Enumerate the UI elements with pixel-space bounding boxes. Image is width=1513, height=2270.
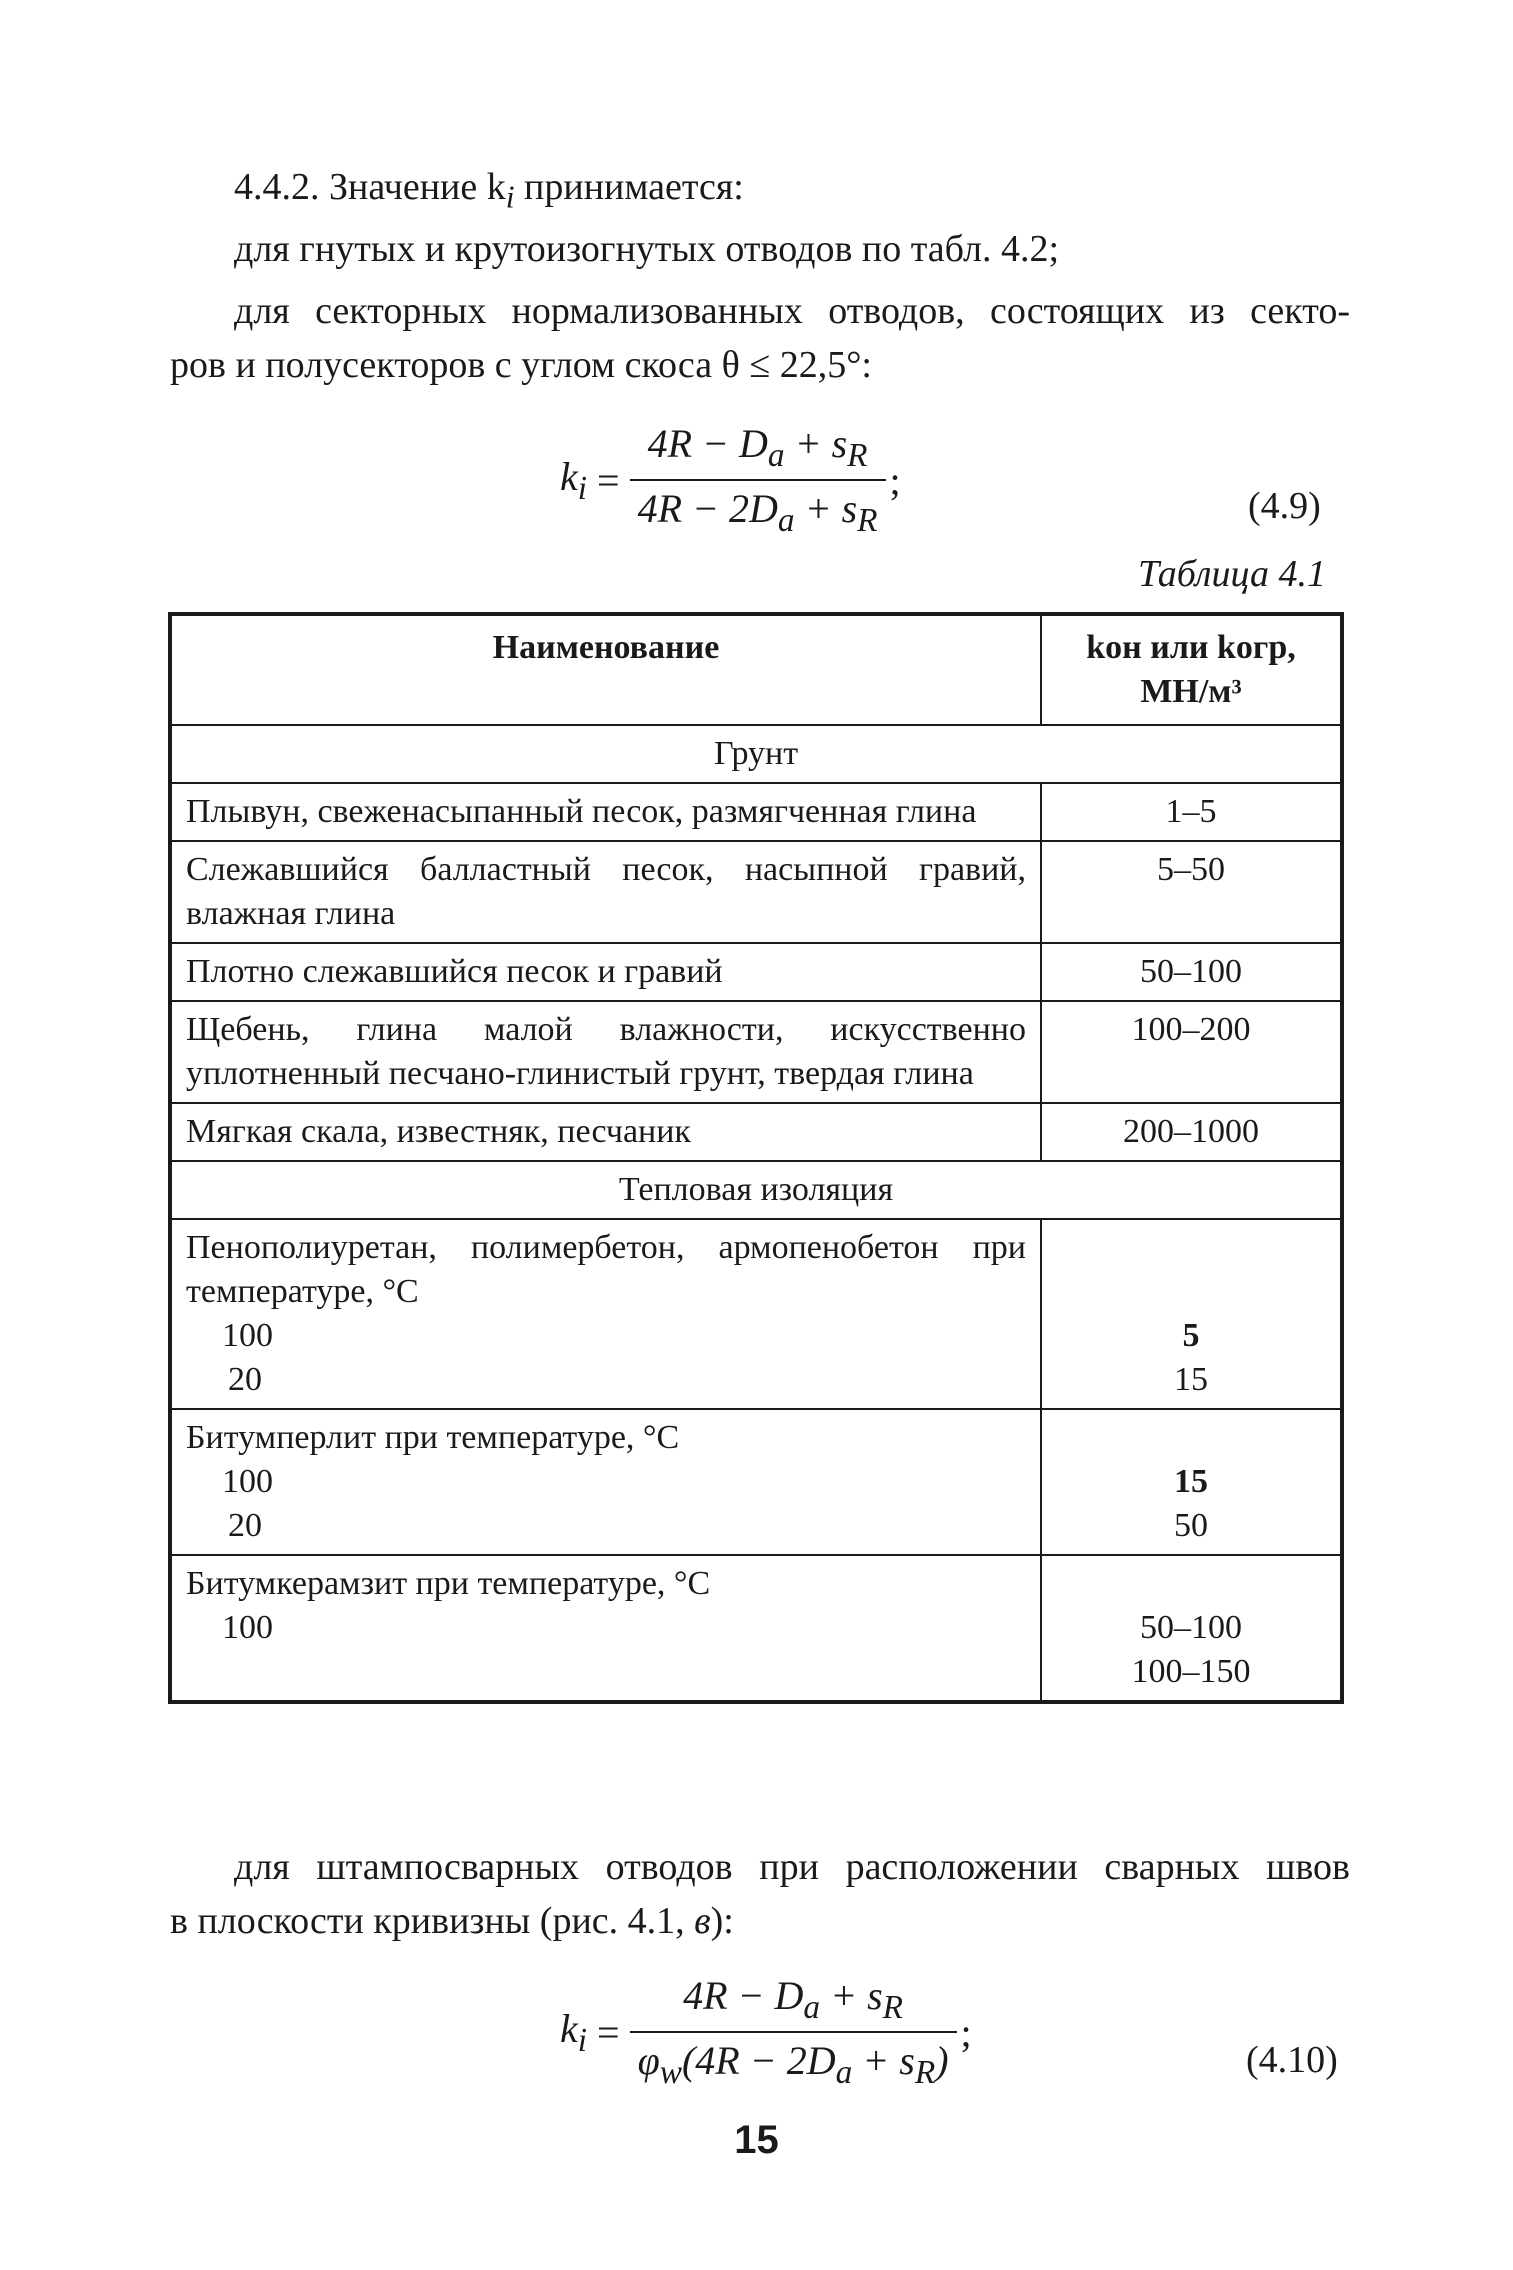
fraction-denominator: $\varphi_w(4R - 2D_a + s_R)$ [630, 2031, 957, 2092]
header-value: kон или kогр, МН/м³ [1041, 614, 1342, 725]
section-insulation: Тепловая изоляция [170, 1161, 1342, 1219]
section-heading-subscript: i [505, 179, 515, 215]
row-value: 5–50 [1041, 841, 1342, 943]
semicolon: ; [889, 457, 901, 503]
section-row-insulation [170, 1161, 1342, 1219]
fraction-numerator: $4R - D_a + s_R$ [683, 1973, 904, 2026]
header-name: Наименование [170, 614, 1041, 725]
row-value-bitkeramzit [1041, 1555, 1342, 1702]
bitperlit-value-20: 50 [1174, 1507, 1208, 1544]
section-heading-text: 4.4.2. Значение k [234, 166, 506, 208]
bitperlit-value-100: 15 [1174, 1463, 1208, 1500]
table-row [170, 783, 1342, 841]
row-value: 200–1000 [1041, 1103, 1342, 1161]
row-name: Щебень, глина малой влажности, искусственно уплотненный песчано-глинистый грунт, твердая глина [170, 1001, 1041, 1103]
formula-4-9 [560, 420, 901, 540]
ppu-temp-100: 100 [222, 1317, 273, 1354]
ppu-value-100: 5 [1182, 1317, 1200, 1354]
row-value-bitperlit [1041, 1409, 1342, 1555]
table-row [170, 1409, 1342, 1555]
formula-lhs: $k_i$ [560, 453, 588, 507]
equation-number-4-10: (4.10) [1246, 2039, 1338, 2081]
table-row [170, 1103, 1342, 1161]
row-name-ppu [170, 1219, 1041, 1409]
row-value: 100–200 [1041, 1001, 1342, 1103]
row-name-bitperlit [170, 1409, 1041, 1555]
bitkeramzit-value-1: 50–100 [1140, 1609, 1242, 1646]
row-name: Слежавшийся балластный песок, насыпной гравий, влажная глина [170, 841, 1041, 943]
semicolon: ; [960, 2009, 972, 2055]
page-number: 15 [734, 2118, 779, 2162]
fraction [630, 1972, 957, 2092]
paragraph-bent-bends: для гнутых и крутоизогнутых отводов по табл. 4.2; [234, 228, 1060, 270]
row-value: 1–5 [1041, 783, 1342, 841]
table-row [170, 943, 1342, 1001]
row-name: Плывун, свеженасыпанный песок, размягченная глина [170, 783, 1041, 841]
formula-lhs: $k_i$ [560, 2005, 588, 2059]
soil-insulation-table [168, 612, 1344, 1704]
section-heading-tail: принимается: [514, 166, 744, 208]
equals-sign: = [597, 457, 620, 503]
fraction-denominator: $4R - 2D_a + s_R$ [630, 479, 886, 540]
section-row-soil [170, 725, 1342, 783]
fraction-numerator: $4R - D_a + s_R$ [647, 421, 868, 474]
equation-number-4-9: (4.9) [1248, 485, 1321, 527]
table-row [170, 1555, 1342, 1702]
fraction [630, 420, 886, 540]
section-heading [234, 160, 744, 225]
row-value: 50–100 [1041, 943, 1342, 1001]
formula-4-10 [560, 1972, 972, 2092]
paragraph-stamp-line2: в плоскости кривизны (рис. 4.1, в): [170, 1900, 734, 1942]
paragraph-sector-bends [170, 284, 1350, 392]
bitperlit-temp-100: 100 [222, 1463, 273, 1500]
table-header-row [170, 614, 1342, 725]
bitkeramzit-name: Битумкерамзит при температуре, °С [186, 1565, 711, 1602]
section-soil: Грунт [170, 725, 1342, 783]
row-name: Плотно слежавшийся песок и гравий [170, 943, 1041, 1001]
paragraph-stamp-welded-bends [170, 1840, 1350, 1948]
row-name: Мягкая скала, известняк, песчаник [170, 1103, 1041, 1161]
bitkeramzit-value-2: 100–150 [1131, 1653, 1251, 1690]
bitperlit-temp-20: 20 [228, 1507, 262, 1544]
ppu-value-20: 15 [1174, 1361, 1208, 1398]
paragraph-sector-line2: ров и полусекторов с углом скоса θ ≤ 22,5°: [170, 344, 872, 386]
table-row [170, 1219, 1342, 1409]
ppu-temp-20: 20 [228, 1361, 262, 1398]
bitperlit-name: Битумперлит при температуре, °С [186, 1419, 680, 1456]
table-caption: Таблица 4.1 [1138, 553, 1326, 595]
ppu-name: Пенополиуретан, полимербетон, армопенобетон при температуре, °С [186, 1229, 1026, 1310]
table-row [170, 1001, 1342, 1103]
row-value-ppu [1041, 1219, 1342, 1409]
paragraph-stamp-line1: для штампосварных отводов при расположении сварных швов [234, 1846, 1350, 1888]
table-row [170, 841, 1342, 943]
row-name-bitkeramzit [170, 1555, 1041, 1702]
bitkeramzit-temp-100: 100 [222, 1609, 273, 1646]
paragraph-sector-line1: для секторных нормализованных отводов, состоящих из секто- [234, 290, 1350, 332]
equals-sign: = [597, 2009, 620, 2055]
